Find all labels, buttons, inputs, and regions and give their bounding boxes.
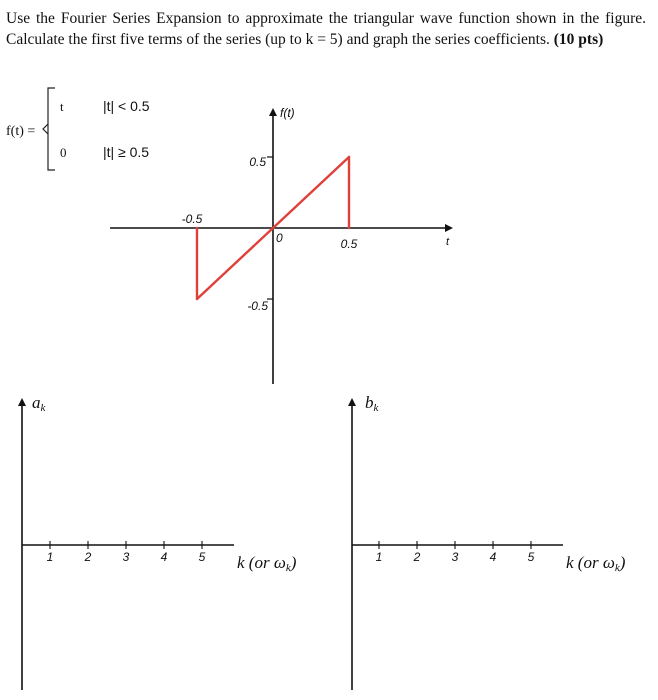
f-axis-label: f(t) bbox=[280, 106, 295, 120]
case-2-condition: |t| ≥ 0.5 bbox=[103, 144, 150, 160]
bk-y-label: bk bbox=[365, 393, 379, 414]
tick-label-4: 4 bbox=[160, 550, 168, 564]
bk-x-label: k (or ωk) bbox=[566, 553, 626, 574]
ak-x-label: k (or ωk) bbox=[237, 553, 297, 574]
function-graph bbox=[110, 106, 450, 384]
ak-y-label: ak bbox=[32, 393, 46, 414]
x-pos-tick-label: 0.5 bbox=[340, 237, 358, 251]
tick-label-3: 3 bbox=[451, 550, 459, 564]
tick-label-2: 2 bbox=[413, 550, 421, 564]
y-neg-tick-label: -0.5 bbox=[247, 299, 268, 313]
bk-plot bbox=[352, 393, 626, 690]
case-2-value: 0 bbox=[60, 145, 67, 160]
case-1-condition: |t| < 0.5 bbox=[103, 98, 150, 114]
piecewise-definition bbox=[6, 88, 150, 170]
ak-plot bbox=[22, 393, 297, 690]
tick-label-5: 5 bbox=[198, 550, 206, 564]
t-axis-label: t bbox=[446, 236, 450, 248]
definition-brace bbox=[43, 88, 55, 170]
case-1-value: t bbox=[60, 99, 64, 114]
tick-label-1: 1 bbox=[46, 550, 54, 564]
tick-label-4: 4 bbox=[489, 550, 497, 564]
problem-text: Use the Fourier Series Expansion to approximate the triangular wave function shown in the figure. Calculate the first five terms of the series (up to k = 5) and graph the series coefficients. bbox=[6, 10, 646, 48]
tick-label-2: 2 bbox=[84, 550, 92, 564]
points-label: (10 pts) bbox=[553, 31, 604, 48]
tick-label-3: 3 bbox=[122, 550, 130, 564]
y-pos-tick-label: 0.5 bbox=[249, 155, 266, 169]
tick-label-1: 1 bbox=[375, 550, 383, 564]
origin-label: 0 bbox=[276, 231, 283, 245]
x-neg-tick-label: -0.5 bbox=[181, 212, 203, 226]
definition-lhs: f(t) = bbox=[6, 124, 36, 139]
tick-label-5: 5 bbox=[527, 550, 535, 564]
